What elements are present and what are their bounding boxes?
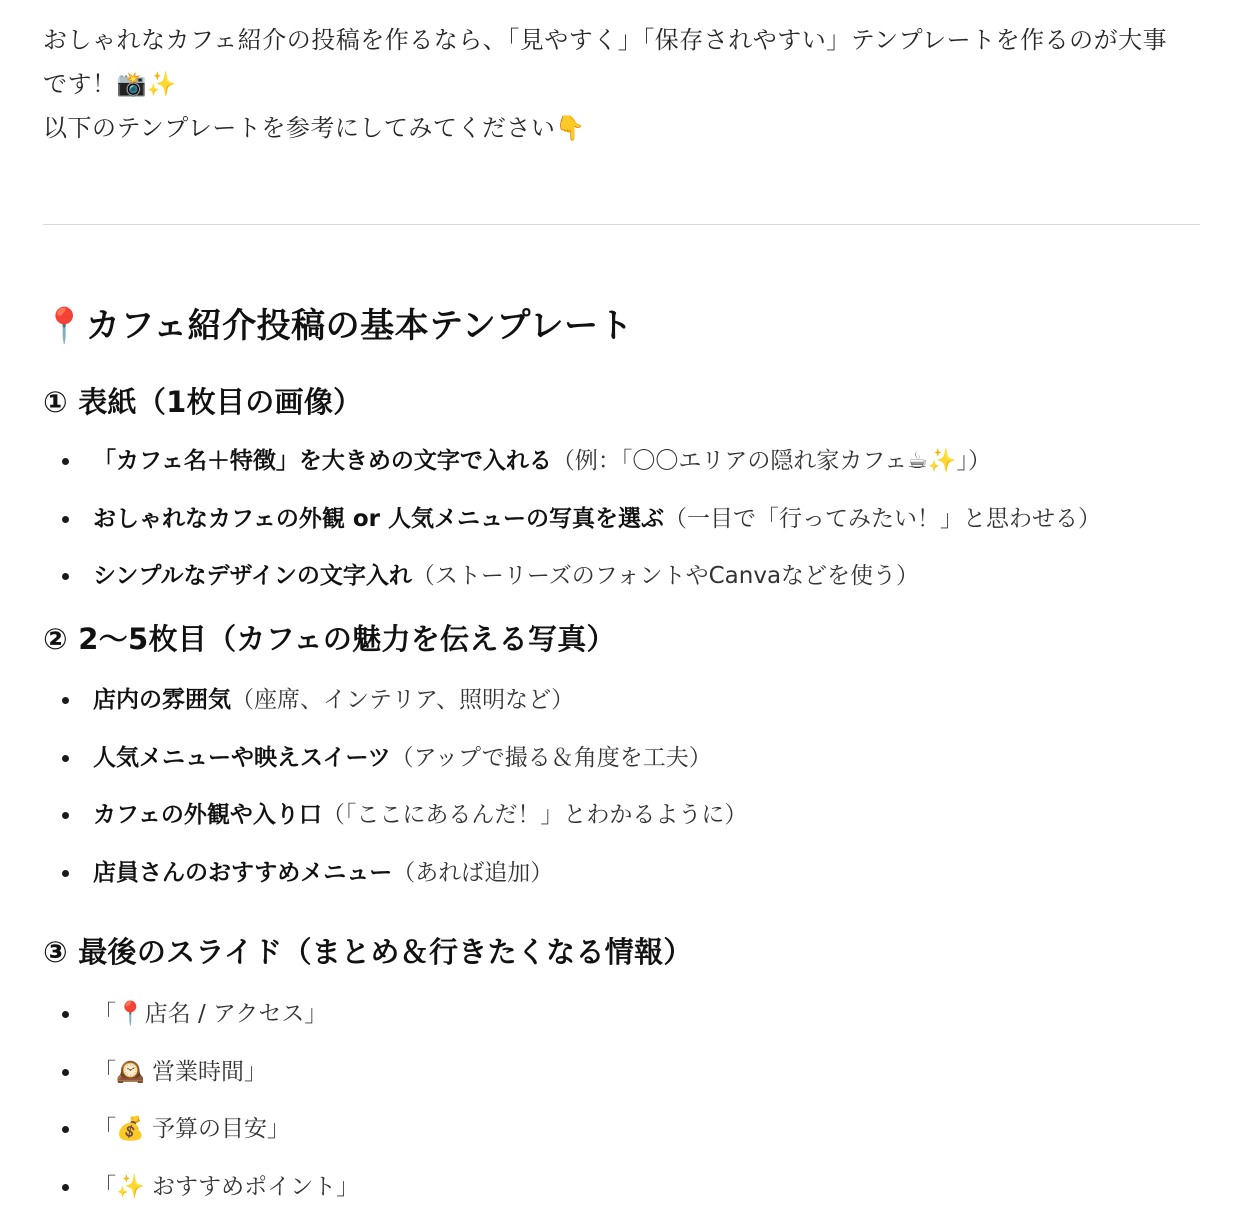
section-list-final xyxy=(0,994,359,1224)
list-item xyxy=(0,1109,359,1167)
section-heading-cover: ① 表紙（1枚目の画像） xyxy=(43,385,363,419)
item-bold-text: 人気メニューや映えスイーツ xyxy=(93,744,391,771)
list-item xyxy=(0,853,747,911)
bullet-icon xyxy=(62,755,69,762)
item-bold-text: おしゃれなカフェの外観 or 人気メニューの写真を選ぶ xyxy=(93,505,665,532)
bullet-icon xyxy=(62,870,69,877)
horizontal-divider xyxy=(43,224,1200,225)
item-note-text: 「💰 予算の目安」 xyxy=(93,1116,290,1142)
list-item xyxy=(0,1167,359,1225)
intro-line: です！📸✨ xyxy=(43,70,178,98)
template-title: 📍カフェ紹介投稿の基本テンプレート xyxy=(43,306,634,346)
list-item xyxy=(0,680,747,738)
bullet-icon xyxy=(62,516,69,523)
item-note-text: 「✨ おすすめポイント」 xyxy=(93,1173,360,1200)
item-bold-text: 店内の雰囲気 xyxy=(93,687,231,713)
bullet-icon xyxy=(62,458,69,465)
list-item xyxy=(0,795,747,853)
bullet-icon xyxy=(62,1126,69,1133)
intro-text xyxy=(43,18,1218,150)
intro-line: 以下のテンプレートを参考にしてみてください👇 xyxy=(43,114,586,142)
item-note-text: （例：「〇〇エリアの隠れ家カフェ☕✨」） xyxy=(551,448,991,474)
bullet-icon xyxy=(62,697,69,704)
item-note-text: 「📍店名 / アクセス」 xyxy=(93,1001,328,1027)
bullet-icon xyxy=(62,1011,69,1018)
list-item xyxy=(0,499,1101,557)
item-note-text: 「🕰️ 営業時間」 xyxy=(93,1058,267,1085)
intro-line: おしゃれなカフェ紹介の投稿を作るなら、「見やすく」「保存されやすい」テンプレートを作るのが大事 xyxy=(43,26,1168,54)
section-heading-slides: ② 2〜5枚目（カフェの魅力を伝える写真） xyxy=(43,622,616,656)
bullet-icon xyxy=(62,1069,69,1076)
list-item xyxy=(0,994,359,1052)
item-note-text: （ストーリーズのフォントやCanvaなどを使う） xyxy=(411,563,920,589)
section-list-cover xyxy=(0,441,1101,614)
section-heading-final: ③ 最後のスライド（まとめ＆行きたくなる情報） xyxy=(43,935,693,969)
item-bold-text: シンプルなデザインの文字入れ xyxy=(93,563,412,589)
list-item xyxy=(0,1052,359,1110)
item-bold-text: 「カフェ名＋特徴」を大きめの文字で入れる xyxy=(93,448,552,474)
item-note-text: （一目で「行ってみたい！」と思わせる） xyxy=(664,505,1102,532)
bullet-icon xyxy=(62,573,69,580)
item-bold-text: カフェの外観や入り口 xyxy=(93,802,322,828)
list-item xyxy=(0,441,1101,499)
item-note-text: （あれば追加） xyxy=(392,859,554,886)
list-item xyxy=(0,738,747,796)
item-note-text: （「ここにあるんだ！」とわかるように） xyxy=(321,802,748,828)
bullet-icon xyxy=(62,1184,69,1191)
bullet-icon xyxy=(62,812,69,819)
item-note-text: （座席、インテリア、照明など） xyxy=(231,687,575,713)
item-note-text: （アップで撮る＆角度を工夫） xyxy=(390,744,712,771)
list-item xyxy=(0,556,1101,614)
item-bold-text: 店員さんのおすすめメニュー xyxy=(93,859,393,886)
section-list-slides xyxy=(0,680,747,910)
